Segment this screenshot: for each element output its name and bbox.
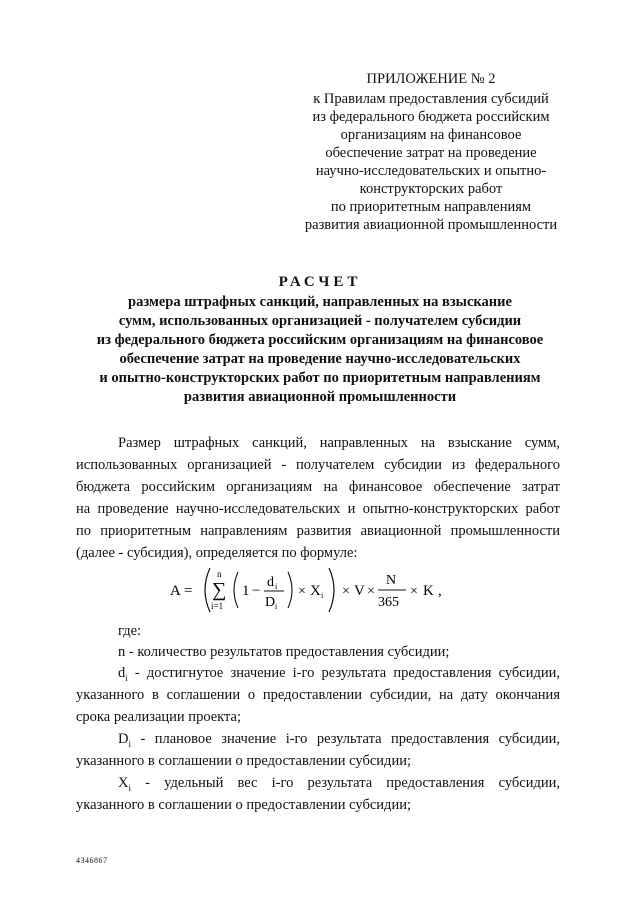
definition-X-first-line [76, 774, 560, 798]
definition-D-symbol: D [118, 731, 129, 747]
definition-n: n - количество результатов предоставления субсидии; [118, 644, 450, 660]
definition-X-line: указанного в соглашении о предоставлении субсидии; [76, 797, 411, 813]
formula-x-sub: i [321, 591, 324, 600]
definition-D-line: указанного в соглашении о предоставлении субсидии; [76, 753, 411, 769]
formula-comma: , [438, 583, 442, 599]
appendix-heading: ПРИЛОЖЕНИЕ № 2 [366, 71, 496, 87]
intro-line: Размер штрафных санкций, направленных на взыскание сумм, [118, 435, 560, 451]
definition-X-sub: i [128, 782, 131, 793]
definition-D-sub: i [128, 738, 131, 749]
subtitle-line: сумм, использованных организацией - получателем субсидии [118, 313, 522, 329]
appendix-line: к Правилам предоставления субсидий [313, 91, 549, 107]
formula-sum-lower: i=1 [211, 601, 224, 611]
formula-den-365: 365 [378, 595, 399, 610]
definition-X-text: - удельный вес i-го результата предоставления субсидии, [131, 775, 560, 791]
subtitle-line: и опытно-конструкторских работ по приоритетным направлениям [99, 370, 541, 386]
formula-right-paren-inner [288, 572, 292, 608]
where-label: где: [118, 623, 142, 639]
formula-den-d: D [265, 595, 276, 610]
definition-d-sub: i [125, 672, 128, 683]
intro-line: на проведение научно-исследовательских и опытно-конструкторских работ [76, 501, 560, 517]
formula-times-2: × [342, 584, 350, 599]
formula-minus: − [252, 583, 261, 599]
formula-num-d: d [267, 575, 274, 590]
formula-left-paren-inner [234, 572, 238, 608]
document-title: РАСЧЕТ [278, 274, 362, 290]
formula-sum-upper: n [217, 569, 222, 579]
definition-D-first-line [76, 730, 560, 754]
formula-right-paren-outer [329, 568, 334, 612]
appendix-line: конструкторских работ [359, 181, 503, 197]
appendix-line: научно-исследовательских и опытно- [315, 163, 547, 179]
appendix-block [290, 70, 572, 234]
document-subtitle [70, 293, 570, 407]
intro-line: (далее - субсидия), определяется по формуле: [76, 545, 358, 561]
definition-d-line: срока реализации проекта; [76, 709, 242, 725]
formula-times-3: × [367, 584, 375, 599]
formula-times-4: × [410, 584, 418, 599]
appendix-line: организациям на финансовое [340, 127, 522, 143]
appendix-line: развития авиационной промышленности [304, 217, 558, 233]
subtitle-line: обеспечение затрат на проведение научно-исследовательских [119, 351, 521, 367]
intro-line: по приоритетным направлениям развития авиационной промышленности [76, 523, 560, 539]
formula-left-paren-outer [205, 568, 210, 612]
formula-x: X [310, 583, 321, 599]
subtitle-line: из федерального бюджета российским организациям на финансовое [96, 332, 544, 348]
definition-d-line: указанного в соглашении о предоставлении субсидии, на дату окончания [76, 687, 560, 703]
formula-k: K [423, 583, 434, 599]
appendix-line: по приоритетным направлениям [330, 199, 532, 215]
subtitle-line: размера штрафных санкций, направленных на взыскание [128, 294, 512, 310]
formula-v: V [354, 583, 365, 599]
definition-D-text: - плановое значение i-го результата предоставления субсидии, [131, 731, 560, 747]
formula-eq: = [184, 583, 193, 599]
appendix-line: обеспечение затрат на проведение [325, 145, 537, 161]
formula-lhs: A [170, 583, 181, 599]
formula-times-1: × [298, 584, 306, 599]
formula-num-n: N [386, 573, 397, 588]
penalty-formula [148, 560, 478, 620]
definition-d-first-line [76, 664, 560, 688]
formula-num-d-sub: i [275, 582, 278, 591]
definition-X-symbol: X [118, 775, 129, 791]
subtitle-line: развития авиационной промышленности [183, 389, 457, 405]
formula-sigma: ∑ [212, 579, 227, 601]
formula-one: 1 [242, 583, 250, 599]
formula-den-d-sub: i [275, 602, 278, 611]
definition-d-symbol: d [118, 665, 126, 681]
intro-line: бюджета российским организациям на финансовое обеспечение затрат [76, 479, 560, 495]
document-id: 4346867 [76, 856, 108, 865]
intro-line: использованных организацией - получателем субсидии из федерального [76, 457, 560, 473]
definition-d-text: - достигнутое значение i-го результата предоставления субсидии, [127, 665, 560, 681]
appendix-line: из федерального бюджета российским [312, 109, 550, 125]
